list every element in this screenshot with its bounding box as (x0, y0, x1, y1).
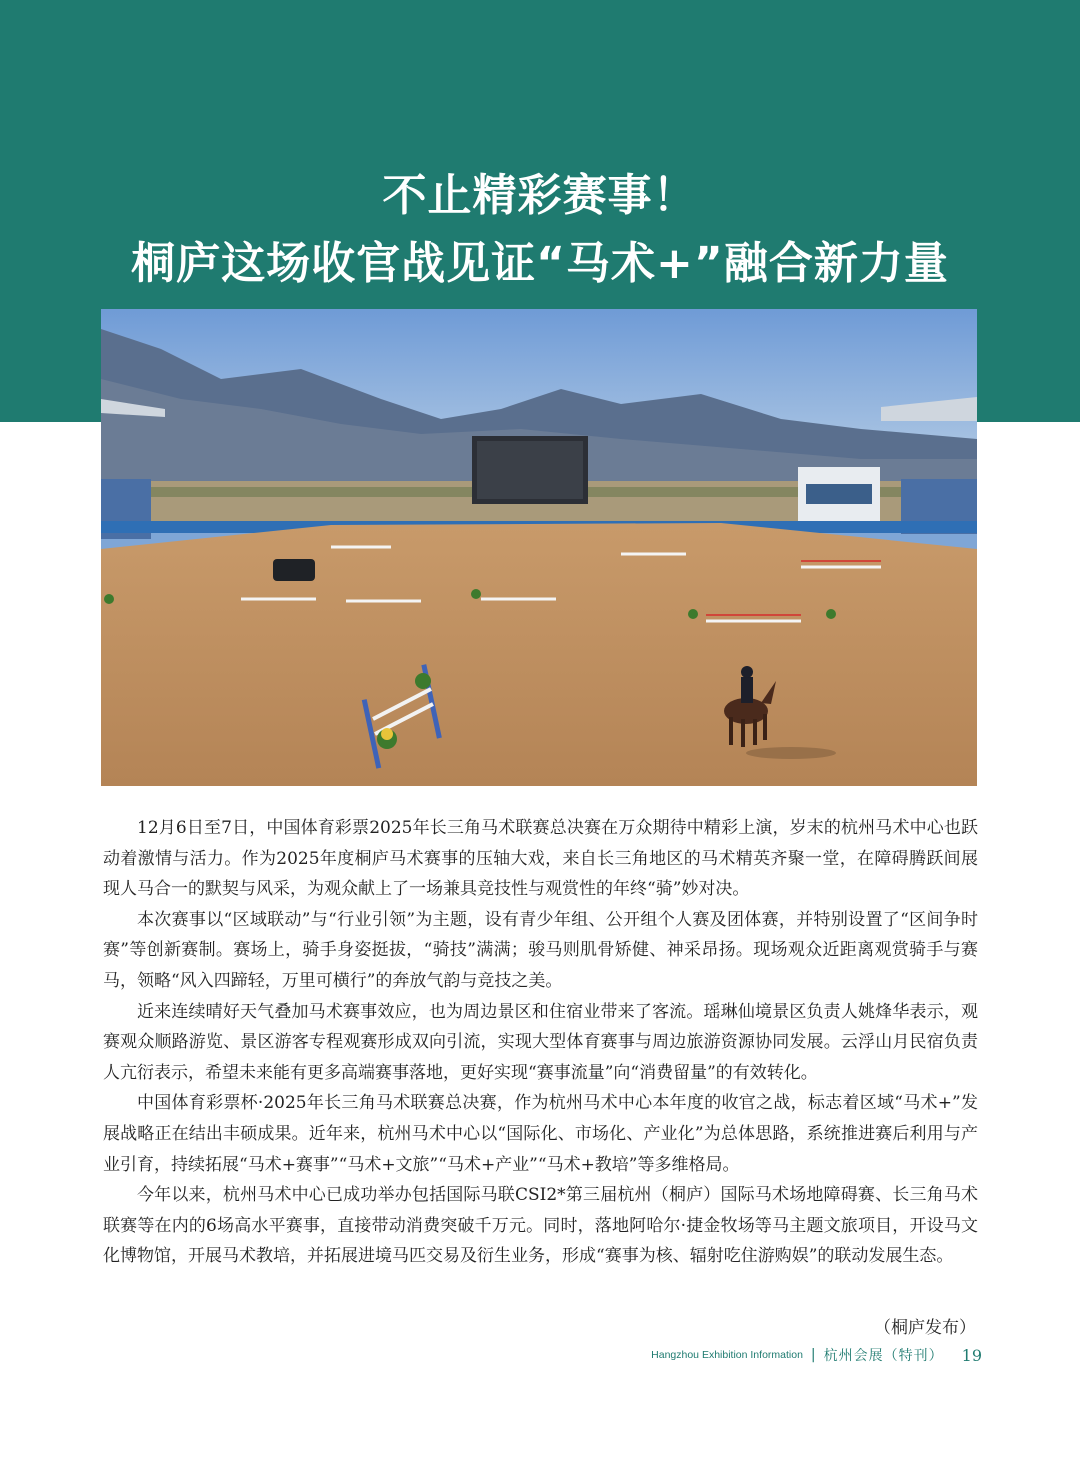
paragraph: 12月6日至7日，中国体育彩票2025年长三角马术联赛总决赛在万众期待中精彩上演，岁末的杭州马术中心也跃动着激情与活力。作为2025年度桐庐马术赛事的压轴大戏，来自长三角地区的马术精英齐聚一堂，在障碍腾跃间展现人马合一的默契与风采，为观众献上了一场兼具竞技性与观赏性的年终“骑”妙对决。 (103, 818, 978, 900)
footer-english-title: Hangzhou Exhibition Information (651, 1349, 803, 1361)
paragraph: 中国体育彩票杯·2025年长三角马术联赛总决赛，作为杭州马术中心本年度的收官之战，标志着区域“马术+”发展战略正在结出丰硕成果。近年来，杭州马术中心以“国际化、市场化、产业化”为总体思路，系统推进赛后利用与产业引育，持续拓展“马术+赛事”“马术+文旅”“马术+产业”“马术+教培”等多维格局。 (103, 1093, 978, 1175)
footer-chinese-title: 杭州会展（特刊） (823, 1348, 944, 1364)
source-credit: （桐庐发布） (874, 1318, 976, 1338)
page-number: 19 (961, 1345, 982, 1365)
footer-separator: | (810, 1347, 816, 1363)
headline-line-2: 桐庐这场收官战见证“马术+”融合新力量 (131, 238, 949, 289)
headline-line-1: 不止精彩赛事！ (382, 170, 698, 221)
article-body (103, 813, 978, 1272)
page-footer (651, 1342, 982, 1368)
equestrian-arena-photo (101, 309, 977, 786)
paragraph: 近来连续晴好天气叠加马术赛事效应，也为周边景区和住宿业带来了客流。瑶琳仙境景区负责人姚烽华表示，观赛观众顺路游览、景区游客专程观赛形成双向引流，实现大型体育赛事与周边旅游资源协同发展。云浮山月民宿负责人亢衍表示，希望未来能有更多高端赛事落地，更好实现“赛事流量”向“消费留量”的有效转化。 (103, 1001, 978, 1083)
paragraph: 今年以来，杭州马术中心已成功举办包括国际马联CSI2*第三届杭州（桐庐）国际马术场地障碍赛、长三角马术联赛等在内的6场高水平赛事，直接带动消费突破千万元。同时，落地阿哈尔·捷金牧场等马主题文旅项目，开设马文化博物馆，开展马术教培，并拓展进境马匹交易及衍生业务，形成“赛事为核、辐射吃住游购娱”的联动发展生态。 (103, 1185, 978, 1267)
paragraph: 本次赛事以“区域联动”与“行业引领”为主题，设有青少年组、公开组个人赛及团体赛，并特别设置了“区间争时赛”等创新赛制。赛场上，骑手身姿挺拔，“骑技”满满；骏马则肌骨矫健、神采昂扬。现场观众近距离观赏骑手与赛马，领略“风入四蹄轻，万里可横行”的奔放气韵与竞技之美。 (103, 909, 978, 991)
